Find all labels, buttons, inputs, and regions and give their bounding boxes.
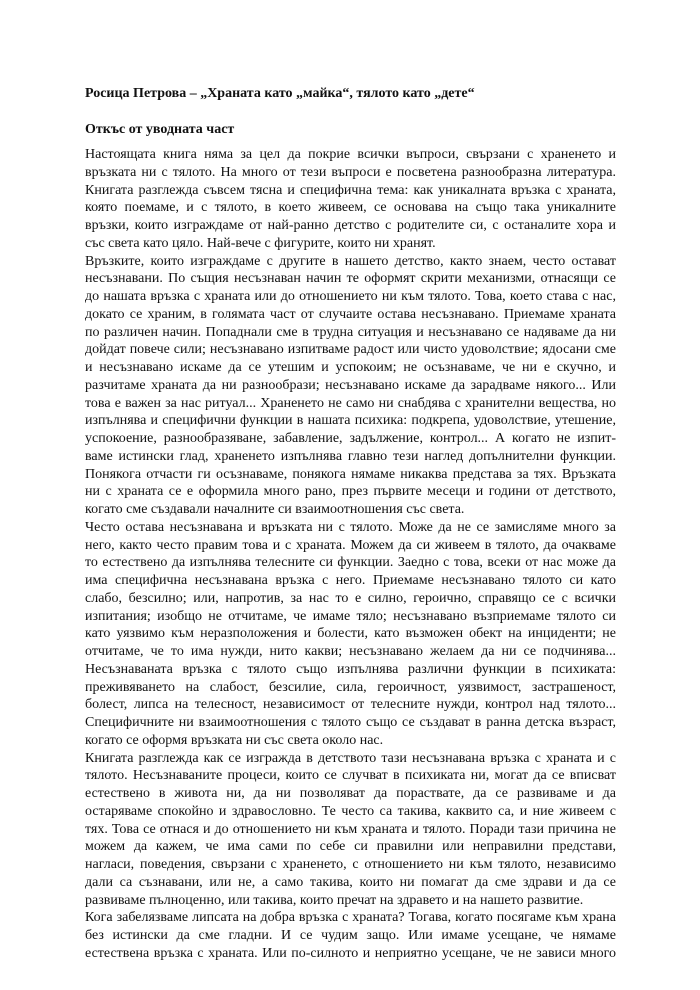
text-line: Специфичните ни взаимоотношения с тялото също се създават в ранна детска възраст, [85,715,616,730]
text-line: докато се храним, в голямата част от случаите остава несъзнавано. Приемаме храната [85,306,616,322]
text-line: това е важен за нас ритуал... Храненето не само ни снабдява с хранителни вещества, но [85,395,616,411]
text-line: отчитаме, че то има нужди, нито какви; несъзнавано желаем да ни се подчинява... [85,644,616,659]
text-line: и несъзнавано искаме да се утешим и успокоим; не осъзнаваме, че ни е скучно, и [85,360,616,375]
text-line: естествено в живота ни, да ни позволяват да пораствате, да се развиваме и да [85,786,616,801]
text-line: дойдат повече сили; несъзнавано изпитваме радост или чисто удоволствие; ядосани сме [85,342,616,358]
text-line: него, както често правим това и с храната. Можем да си живеем в тялото, да очакваме [85,537,616,553]
text-line: има специфична несъзнавана връзка с него. Приемаме несъзнавано тялото си като [85,573,616,588]
text-line: изпитания; изобщо не отчитаме, че имаме тяло; несъзнавано възприемаме тялото си [85,608,616,624]
text-line: ваме истински глад, храненето изпълнява главно тези наглед допълнителни функции. [85,448,616,464]
text-line: Настоящата книга няма за цел да покрие всички въпроси, свързани с храненето и [85,147,616,162]
text-line: нагласи, поведения, свързани с храненето, с отношението ни към тялото, независимо [85,857,616,872]
text-line: то естествено да изпълнява телесните си функции. Заедно с това, всеки от нас може да [85,555,616,571]
text-line: Книгата разглежда съвсем тясна и специфична тема: как уникалната връзка с храната, [85,182,616,198]
text-line: тях. Това се отнася и до отношението ни към храната и тялото. Поради тази причина не [85,821,616,837]
text-line: тялото. Несъзнаваните процеси, които се случват в психиката ни, могат да се вписват [85,768,616,784]
text-line: когато се оформя връзката ни със света около нас. [85,732,384,748]
text-line: успокоение, разнообразяване, забавление, задължение, контрол... А когато не изпит- [85,431,616,446]
text-line: връзки, които изграждаме от най-ранно детство с родителите си, с останалите хора и [85,218,616,233]
text-line: като уязвимо към неразположения и болести, като възможен обект на инциденти; не [85,626,616,642]
text-line: несъзнавани. По същия несъзнаван начин те оформят скрити механизми, отнасящи се [85,271,616,287]
text-line: Книгата разглежда как се изгражда в детството тази несъзнавана връзка с храната и с [85,750,616,766]
text-line: остаряваме спокойно и здравословно. Те често са такива, каквито са, и ние живеем с [85,803,616,819]
text-line: до нашата връзка с храната или до отношението ни към тялото. Това, което става с нас, [85,289,616,304]
text-line: без истински да сме гладни. И се чудим защо. Или имаме усещане, че нямаме [85,928,616,943]
text-line: Често остава несъзнавана и връзката ни с тялото. Може да не се замисляме много за [85,519,616,535]
text-line: когато сме създавали началните си взаимоотношения със света. [85,502,465,517]
text-line: по различен начин. Попаднали сме в трудна ситуация и несъзнавано се надяваме да ни [85,324,616,340]
text-line: слабо, безсилно; или, напротив, за нас то е силно, героично, справящо се с всички [85,590,616,606]
text-line: връзката ни с тялото. На много от тези въпроси е посветена разнообразна литература. [85,164,616,180]
text-line: със света като цяло. Най-вече с фигурите, които ни хранят. [85,235,436,251]
text-line: Връзките, които изграждаме с другите в нашето детство, както знаем, често остават [85,253,616,269]
document-subtitle: Откъс от уводната част [85,122,235,137]
text-line: можем да кажем, че има сами по себе си правилни или неправилни представи, [85,839,616,855]
text-line: развиваме пълноценно, или такива, които пречат на здравето и на нашето развитие. [85,892,584,908]
text-line: естествена връзка с храната. Или по-силното и неприятно усещане, че не зависи много [85,945,616,961]
text-line: болест, липса на телесност, независимост от телесните нужди, контрол над тялото... [85,697,616,713]
text-line: която поемаме, и с тялото, в което живеем, се основава на също така уникалните [85,200,616,216]
text-line: дали са съзнавани, или не, а само такива, които ни помагат да сме здрави и да се [85,874,616,890]
text-line: Понякога отчасти ги осъзнаваме, понякога нямаме никаква представа за тях. Връзката [85,466,616,482]
text-line: изпълнява и специфични функции в нашата психика: подкрепа, удоволствие, утешение, [85,413,616,429]
text-line: Несъзнаваната връзка с тялото също изпълнява различни функции в психиката: [85,661,616,677]
document-title: Росица Петрова – „Храната като „майка“, тялото като „дете“ [85,86,475,101]
text-line: Кога забелязваме липсата на добра връзка с храната? Тогава, когато посягаме към храна [85,910,616,926]
text-line: преживяването на слабост, безсилие, сила, героичност, уязвимост, застрашеност, [85,679,616,695]
text-line: ни с храната се е оформила много рано, през първите месеци и години от детството, [85,484,616,500]
document-body [85,146,616,963]
text-line: разчитаме храната да ни разнообрази; несъзнавано искаме да зарадваме някого... Или [85,377,616,393]
